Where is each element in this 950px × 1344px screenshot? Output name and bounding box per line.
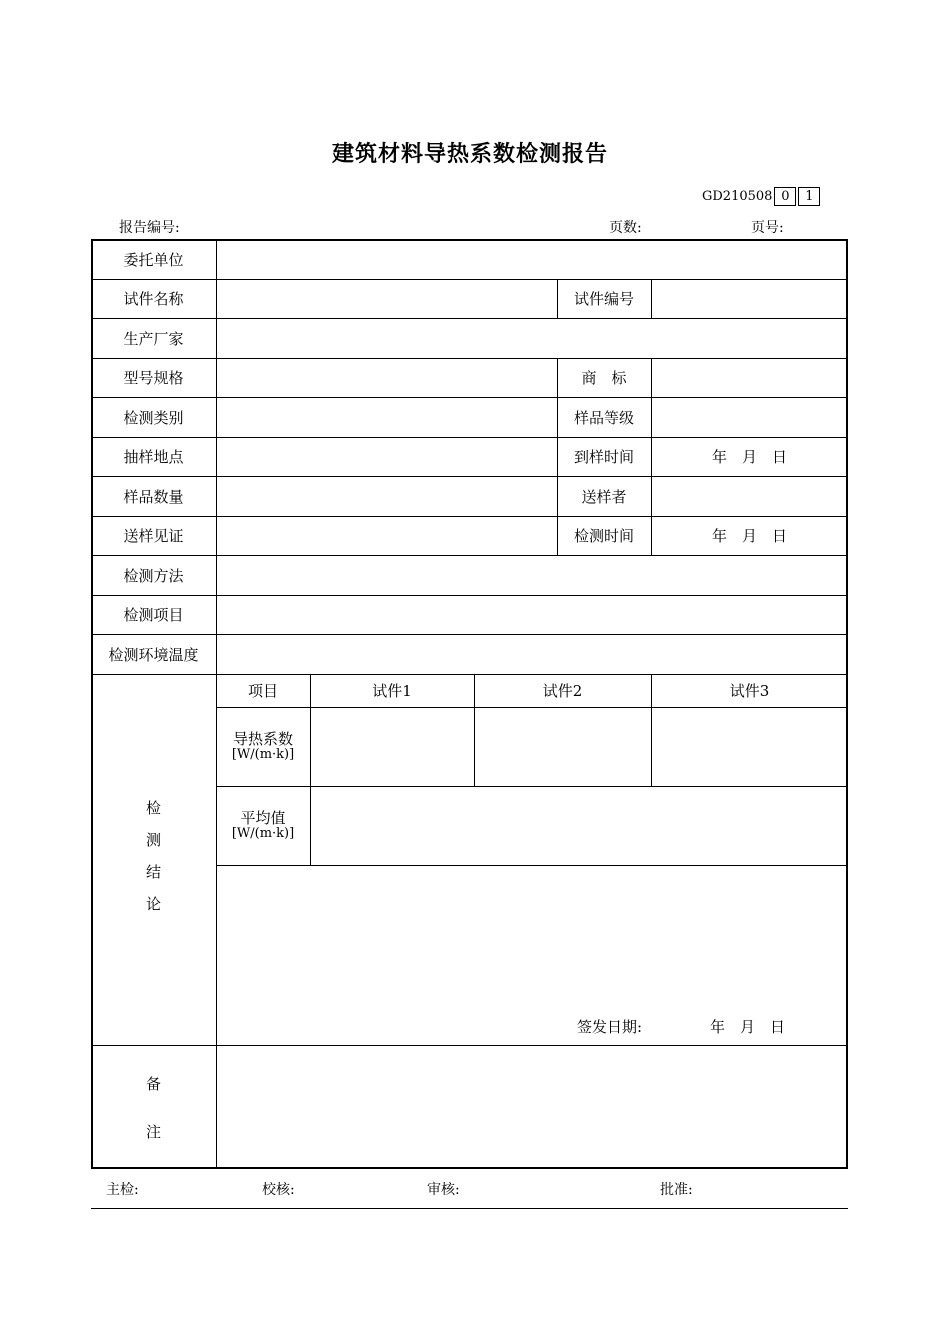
label-arrival-time: 到样时间 (573, 448, 634, 466)
remarks-label (91, 1073, 216, 1153)
label-env-temp: 检测环境温度 (108, 645, 199, 664)
col-header-sample-2: 试件2 (542, 682, 583, 700)
arrival-date-value: 年 月 日 (711, 448, 787, 466)
col-header-sample-3: 试件3 (729, 682, 770, 700)
label-sender: 送样者 (581, 487, 627, 506)
footer-chief-inspector: 主检: (106, 1182, 139, 1198)
test-date-value: 年 月 日 (711, 527, 787, 545)
label-test-time: 检测时间 (573, 527, 634, 545)
average-label-text: 平均值 (240, 808, 286, 827)
footer-approver: 批准: (660, 1182, 693, 1198)
average-label (216, 786, 310, 865)
row-divider (91, 1045, 848, 1046)
page-no-label: 页号: (751, 220, 784, 236)
footer-line (91, 1208, 848, 1209)
pages-label: 页数: (609, 220, 642, 236)
label-client: 委托单位 (123, 250, 184, 269)
label-sample-grade: 样品等级 (573, 408, 634, 427)
report-table (91, 239, 848, 1169)
results-label-char: 测 (145, 831, 161, 849)
row-divider (216, 865, 848, 866)
issue-date-label: 签发日期: (577, 1018, 643, 1036)
conductivity-label (216, 707, 310, 786)
remarks-label-char: 注 (145, 1123, 161, 1141)
footer-reviewer: 审核: (427, 1182, 460, 1198)
conductivity-label-text: 导热系数 (232, 729, 293, 748)
average-unit: [W/(m·k)] (231, 825, 295, 841)
results-label-char: 结 (145, 863, 161, 881)
page-title: 建筑材料导热系数检测报告 (331, 142, 608, 167)
conductivity-unit: [W/(m·k)] (231, 746, 295, 762)
label-test-category: 检测类别 (123, 408, 184, 427)
col-header-sample-1: 试件1 (372, 682, 412, 700)
results-label-char: 检 (145, 799, 161, 817)
report-no-label: 报告编号: (119, 220, 180, 236)
label-sample-no: 试件编号 (573, 290, 634, 308)
col-header-item: 项目 (247, 682, 278, 700)
col-divider (651, 279, 652, 318)
form-code-box-1: 0 (774, 187, 796, 206)
label-sampling-site: 抽样地点 (123, 448, 184, 466)
issue-date-value: 年 月 日 (710, 1018, 786, 1036)
label-trademark: 商 标 (581, 369, 627, 387)
form-code (702, 187, 820, 206)
remarks-label-char: 备 (145, 1075, 161, 1093)
label-model: 型号规格 (123, 369, 184, 387)
label-test-method: 检测方法 (123, 566, 184, 585)
form-code-prefix: GD210508 (702, 189, 773, 204)
label-sample-qty: 样品数量 (123, 487, 184, 506)
footer-checker: 校核: (262, 1182, 295, 1198)
label-witness: 送样见证 (123, 527, 184, 545)
results-section-label (91, 797, 216, 925)
label-test-item: 检测项目 (123, 606, 184, 624)
label-manufacturer: 生产厂家 (123, 329, 184, 348)
label-sample-name: 试件名称 (123, 290, 184, 308)
form-code-box-2: 1 (798, 187, 820, 206)
results-label-char: 论 (145, 895, 161, 913)
